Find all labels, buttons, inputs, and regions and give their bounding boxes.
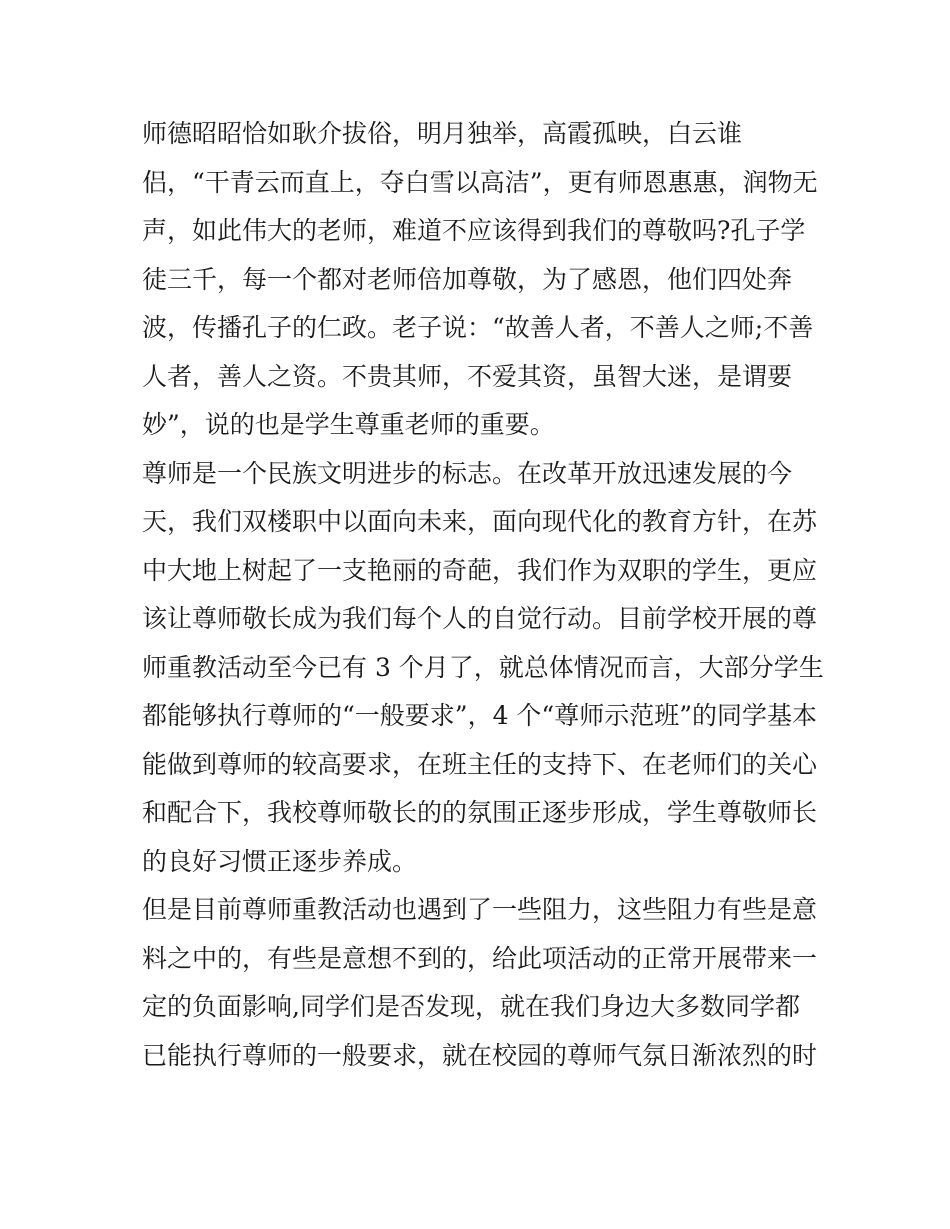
text-line: 侣，“干青云而直上，夺白雪以高洁”，更有师恩惠惠，润物无 (142, 167, 818, 197)
text-line: 中大地上树起了一支艳丽的奇葩，我们作为双职的学生，更应 (142, 555, 818, 585)
text-line: 徒三千，每一个都对老师倍加尊敬，为了感恩，他们四处奔 (142, 264, 793, 294)
text-line: 声，如此伟大的老师，难道不应该得到我们的尊敬吗?孔子学 (142, 216, 806, 245)
text-line: 能做到尊师的较高要求，在班主任的支持下、在老师们的关心 (142, 749, 818, 779)
text-line: 波，传播孔子的仁政。老子说：“故善人者，不善人之师;不善 (142, 313, 814, 342)
text-line: 和配合下，我校尊师敬长的的氛围正逐步形成，学生尊敬师长 (142, 798, 818, 827)
text-line: 师重教活动至今已有 3 个月了，就总体情况而言，大部分学生 (142, 652, 824, 682)
text-line: 定的负面影响,同学们是否发现，就在我们身边大多数同学都 (142, 992, 800, 1021)
body-text (142, 110, 822, 1080)
text-line: 都能够执行尊师的“一般要求”，4 个“尊师示范班”的同学基本 (142, 701, 817, 730)
text-line: 该让尊师敬长成为我们每个人的自觉行动。目前学校开展的尊 (142, 604, 818, 633)
text-line: 师德昭昭恰如耿介拔俗，明月独举，高霞孤映，白云谁 (142, 119, 743, 148)
text-line: 但是目前尊师重教活动也遇到了一些阻力，这些阻力有些是意 (142, 895, 818, 924)
text-line: 已能执行尊师的一般要求，就在校园的尊师气氛日渐浓烈的时 (142, 1040, 818, 1070)
text-line: 尊师是一个民族文明进步的标志。在改革开放迅速发展的今 (142, 458, 793, 488)
text-line: 妙”，说的也是学生尊重老师的重要。 (142, 410, 555, 439)
text-line: 天，我们双楼职中以面向未来，面向现代化的教育方针，在苏 (142, 507, 818, 536)
text-line: 的良好习惯正逐步养成。 (142, 846, 418, 876)
text-line: 人者，善人之资。不贵其师，不爱其资，虽智大迷，是谓要 (142, 361, 793, 391)
text-line: 料之中的，有些是意想不到的，给此项活动的正常开展带来一 (142, 943, 818, 973)
